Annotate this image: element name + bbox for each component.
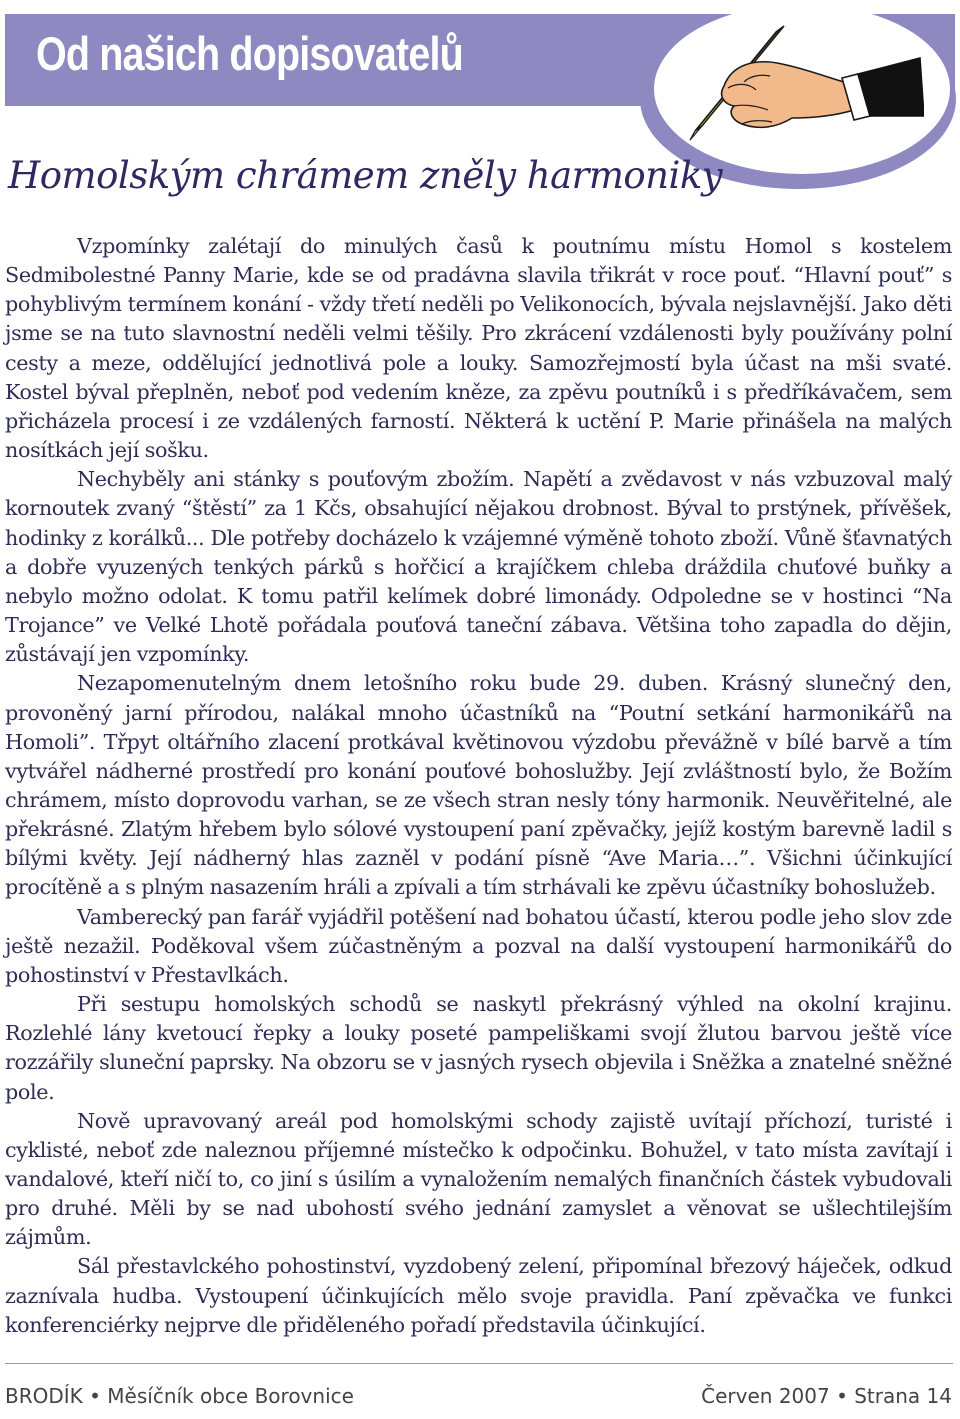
article-title: Homolským chrámem zněly harmoniky bbox=[8, 154, 723, 197]
paragraph: Vzpomínky zalétají do minulých časů k poutnímu místu Homol s kostelem Sedmibolestné Panny Marie, kde se od pradávna slavila třikrát v roce pouť. “Hlavní pouť” s pohyblivým termínem konání - vždy třetí neděli po Velikonocích, bývala nejslavnější. Jako děti jsme se na tuto slavnostní neděli velmi těšily. Pro zkrácení vzdálenosti byly používány polní cesty a meze, oddělující jednotlivá pole a louky. Samozřejmostí byla účast na mši svaté. Kostel býval přeplněn, neboť pod vedením kněze, za zpěvu poutníků i s předříkávačem, sem přicházela procesí i ze vzdálených farností. Některá k uctění P. Marie přinášela na malých nosítkách její sošku. bbox=[5, 234, 952, 463]
paragraph: Vamberecký pan farář vyjádřil potěšení nad bohatou účastí, kterou podle jeho slov zde ještě nezažil. Poděkoval všem zúčastněným a pozval na další vystoupení harmonikářů do pohostinství v Přestavlkách. bbox=[5, 904, 952, 987]
footer-divider bbox=[5, 1363, 953, 1364]
hand-writing-icon bbox=[684, 24, 924, 154]
paragraph: Sál přestavlckého pohostinství, vyzdobený zelení, připomínal březový háječek, odkud zaznívala hudba. Vystoupení účinkujících mělo svoje pravidla. Paní zpěvačka ve funkci konferenciérky nejprve dle přiděleného pořadí představila účinkující. bbox=[5, 1254, 952, 1337]
paragraph: Nezapomenutelným dnem letošního roku bude 29. duben. Krásný slunečný den, provoněný jarní přírodou, nalákal mnoho účastníků na “Poutní setkání harmonikářů na Homoli”. Třpyt oltářního zlacení protkával květinovou výzdobu převážně v bílé barvě a tím vytvářel nádherné prostředí pro konání pouťové bohoslužby. Její zvláštností bylo, že Božím chrámem, místo doprovodu varhan, se ze všech stran nesly tóny harmonik. Neuvěřitelné, ale překrásné. Zlatým hřebem bylo sólové vystoupení paní zpěvačky, jejíž kostým barevně ladil s bílými květy. Její nádherný hlas zazněl v podání písně “Ave Maria…”. Všichni účinkující procítěně a s plným nasazením hráli a zpívali a tím strhávali ke zpěvu účastníky bohoslužeb. bbox=[5, 671, 952, 900]
footer-page-info: Červen 2007 • Strana 14 bbox=[701, 1384, 952, 1408]
footer-publication: BRODÍK • Měsíčník obce Borovnice bbox=[5, 1384, 354, 1408]
paragraph: Při sestupu homolských schodů se naskytl překrásný výhled na okolní krajinu. Rozlehlé lány kvetoucí řepky a louky poseté pampeliškami svojí žlutou barvou ještě více rozzářily sluneční paprsky. Na obzoru se v jasných rysech objevila i Sněžka a znatelné sněžné pole. bbox=[5, 992, 952, 1104]
article-body bbox=[5, 232, 952, 1340]
paragraph: Nově upravovaný areál pod homolskými schody zajistě uvítají příchozí, turisté i cyklisté, neboť zde naleznou příjemné místečko k odpočinku. Bohužel, v tato místa zavítají i vandalové, kteří ničí to, co jiní s úsilím a vynaložením nemalých finančních částek vybudovali pro druhé. Měli by se nad ubohostí svého jednání zamyslet a věnovat se ušlechtilejším zájmům. bbox=[5, 1108, 952, 1250]
paragraph: Nechyběly ani stánky s pouťovým zbožím. Napětí a zvědavost v nás vzbuzoval malý kornoutek zvaný “štěstí” za 1 Kčs, obsahující nějakou drobnost. Býval to prstýnek, přívěšek, hodinky z korálků... Dle potřeby docházelo k vzájemné výměně tohoto zboží. Vůně šťavnatých a dobře vyuzených tenkých párků s hořčicí a krajíčkem chleba dráždila chuťové buňky a nebylo možno odolat. K tomu patřil kelímek dobré limonády. Odpoledne se v hostinci “Na Trojance” ve Velké Lhotě pořádala pouťová taneční zábava. Většina toho zapadla do dějin, zůstávají jen vzpomínky. bbox=[5, 467, 952, 667]
section-title: Od našich dopisovatelů bbox=[36, 27, 463, 80]
